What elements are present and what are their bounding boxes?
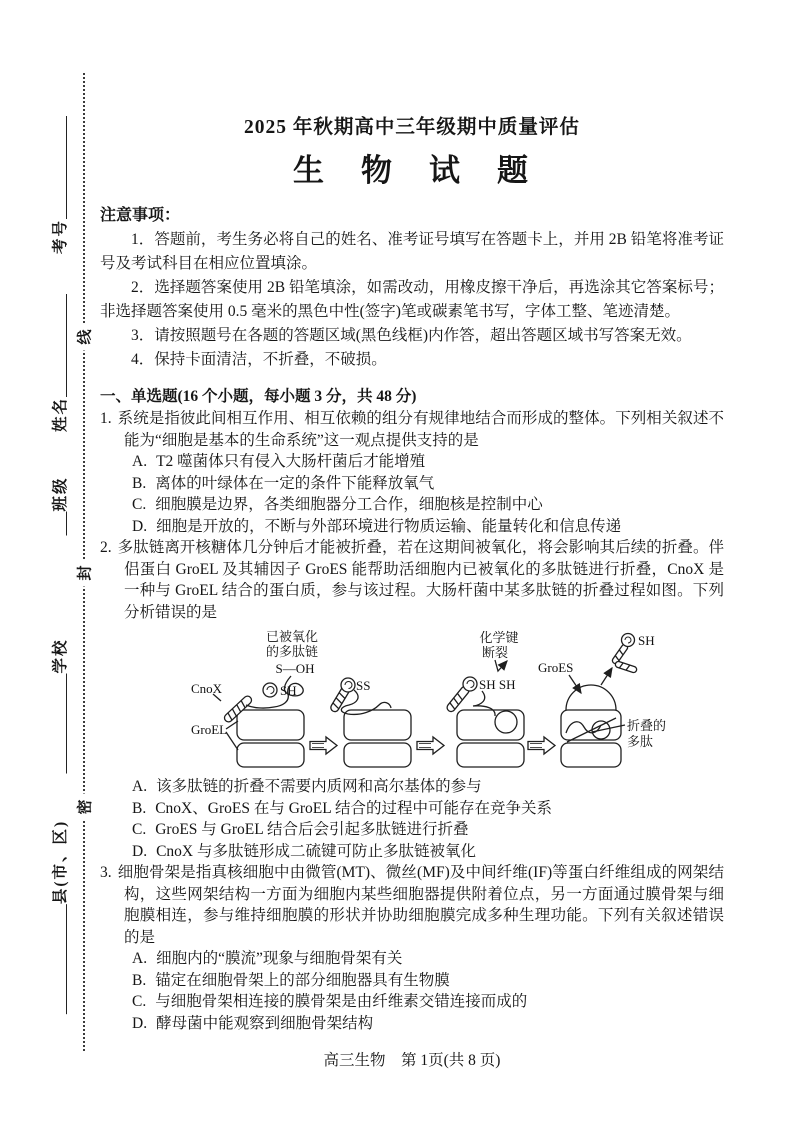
section-heading: 一、单选题(16 个小题，每小题 3 分，共 48 分): [100, 388, 417, 405]
option-text: CnoX 与多肽链形成二硫键可防止多肽链被氧化: [156, 842, 476, 860]
groel-complex-stage1: [237, 710, 304, 767]
thiol-group-released: [622, 634, 635, 647]
notice-item-3: 3．请按照题号在各题的答题区域(黑色线框)内作答，超出答题区域书写答案无效。: [131, 327, 692, 344]
question-2: [100, 537, 724, 862]
question-1: [100, 408, 724, 537]
option-text: 细胞内的“膜流”现象与细胞骨架有关: [156, 950, 403, 967]
page-footer: 高三生物 第 1页(共 8 页): [323, 1052, 501, 1069]
cnox-rod-stage1: [223, 694, 253, 723]
option-key: A.: [132, 453, 148, 470]
option-key: B.: [132, 799, 147, 817]
option-key: B.: [132, 971, 147, 989]
question-3-option-b: [100, 970, 724, 992]
option-key: B.: [132, 474, 147, 492]
question-2-stem: [100, 537, 724, 623]
option-key: D.: [132, 1014, 148, 1032]
question-1-stem: [100, 408, 724, 451]
figure-label-sh-stage1: SH: [280, 683, 297, 698]
step-arrow-1: [310, 737, 337, 754]
cnox-release-arrow: [601, 668, 612, 685]
figure-label-ss: SS: [356, 678, 371, 693]
question-1-option-a: [100, 451, 724, 473]
notice-item-2: 2．选择题答案使用 2B 铅笔填涂，如需改动，用橡皮擦干净后，再选涂其它答案标号；非选择题答案使用 0.5 毫米的黑色中性(签字)笔或碳素笔书写，字体工整、笔迹清楚。: [100, 279, 724, 320]
question-3-option-a: [100, 948, 724, 970]
question-3-option-c: [100, 991, 724, 1013]
figure-label-cnox: CnoX: [191, 681, 223, 696]
option-text: 与细胞骨架相连接的膜骨架是由纤维素交错连接而成的: [155, 993, 528, 1010]
option-key: D.: [132, 517, 148, 535]
paper-content: [100, 0, 724, 1070]
fill-in-line: [66, 116, 67, 219]
figure-label-bond-break-1: 化学键: [479, 630, 519, 645]
option-text: 细胞膜是边界，各类细胞器分工合作，细胞核是控制中心: [155, 496, 543, 513]
question-number: 1.: [100, 410, 112, 427]
option-key: C.: [132, 821, 147, 838]
figure-label-oxidized-2: 的多肽链: [265, 644, 319, 659]
disulfide-group-stage2: [341, 678, 355, 692]
question-stem-text: 系统是指彼此间相互作用、相互依赖的组分有规律地结合而形成的整体。下列相关叙述不能为“细胞是基本的生命系统”这一观点提供支持的是: [117, 410, 724, 449]
thiol-group-stage1: [263, 683, 277, 697]
figure-label-folded-2: 多肽: [627, 734, 654, 749]
question-2-option-a: [100, 776, 724, 798]
figure-label-groes: GroES: [538, 660, 574, 675]
polypeptide-loop-stage3: [495, 711, 517, 733]
figure-label-bond-break-2: 断裂: [481, 645, 509, 660]
option-text: GroES 与 GroEL 结合后会引起多肽链进行折叠: [155, 821, 469, 838]
fill-in-line: [66, 904, 67, 1014]
figure-label-oxidized-1: 已被氧化: [265, 629, 319, 644]
groel-pointer-lines: [226, 721, 238, 750]
figure-label-sh-released: SH: [638, 633, 655, 648]
question-1-option-d: [100, 516, 724, 538]
protein-folding-diagram: [164, 626, 724, 776]
option-text: 细胞是开放的，不断与外部环境进行物质运输、能量转化和信息传递: [156, 517, 622, 535]
figure-label-folded-1: 折叠的: [627, 718, 667, 733]
subject-title: 生 物 试 题: [293, 153, 531, 188]
folded-polypeptide-stage4: [566, 718, 616, 742]
step-arrow-3: [528, 737, 555, 754]
option-text: 离体的叶绿体在一定的条件下能释放氧气: [155, 474, 435, 492]
question-number: 3.: [100, 864, 112, 881]
option-key: A.: [132, 778, 148, 795]
fill-in-line: [66, 512, 67, 536]
fill-in-line: [66, 294, 67, 397]
cnox-released: [611, 643, 637, 673]
exam-session-title: 2025 年秋期高中三年级期中质量评估: [244, 117, 580, 138]
groel-complex-stage2: [344, 710, 411, 767]
option-text: 该多肽链的折叠不需要内质网和高尔基体的参与: [156, 778, 482, 795]
option-text: 锚定在细胞骨架上的部分细胞器具有生物膜: [155, 971, 450, 989]
figure-label-sh-pair: SH SH: [479, 677, 516, 692]
option-text: T2 噬菌体只有侵入大肠杆菌后才能增殖: [156, 453, 426, 470]
groes-dome: [566, 685, 616, 710]
option-text: 酵母菌中能观察到细胞骨架结构: [156, 1014, 374, 1032]
seal-char-feng: 封: [74, 559, 95, 586]
option-key: C.: [132, 496, 147, 513]
polypeptide-stage3: [473, 691, 495, 716]
option-key: C.: [132, 993, 147, 1010]
thiol-group-stage3: [463, 677, 477, 691]
question-2-option-b: [100, 798, 724, 820]
question-1-option-b: [100, 473, 724, 495]
question-number: 2.: [100, 539, 112, 556]
question-3: [100, 862, 724, 1034]
question-2-option-c: [100, 819, 724, 841]
question-stem-text: 细胞骨架是指真核细胞中由微管(MT)、微丝(MF)及中间纤维(IF)等蛋白纤维组成的网架结构，这些网架结构一方面为细胞内某些细胞器提供附着位点，另一方面通过膜骨架与细胞膜相连，参与维持细胞膜的形状并协助细胞膜完成多种生理功能。下列有关叙述错误的是: [117, 864, 724, 946]
option-key: D.: [132, 842, 148, 860]
figure-label-groel: GroEL: [191, 722, 228, 737]
seal-field-label: 姓名: [52, 396, 69, 433]
step-arrow-2: [417, 737, 444, 754]
seal-field-label: 考号: [52, 218, 69, 255]
option-text: CnoX、GroES 在与 GroEL 结合的过程中可能存在竞争关系: [155, 799, 553, 817]
bond-break-arrow: [495, 660, 507, 671]
seal-char-mi: 密: [74, 793, 95, 820]
question-3-stem: [100, 862, 724, 948]
notice-heading: 注意事项：: [100, 207, 181, 224]
question-3-option-d: [100, 1013, 724, 1035]
question-1-option-c: [100, 494, 724, 516]
question-stem-text: 多肽链离开核糖体几分钟后才能被折叠，若在这期间被氧化，将会影响其后续的折叠。伴侣蛋白 GroEL 及其辅因子 GroES 能帮助活细胞内已被氧化的多肽链进行折叠，CnoX 是一种与 GroEL 结合的蛋白质，参与该过程。大肠杆菌中某多肽链的折叠过程如图。下列分析错误的是: [117, 539, 724, 621]
fill-in-line: [66, 674, 67, 774]
notice-item-4: 4．保持卡面清洁，不折叠，不破损。: [131, 351, 387, 368]
seal-char-xian: 线: [74, 323, 95, 350]
option-key: A.: [132, 950, 148, 967]
seal-field-label: 班级: [52, 476, 69, 512]
notice-item-1: 1．答题前，考生务必将自己的姓名、准考证号填写在答题卡上，并用 2B 铅笔将准考证号及考试科目在相应位置填涂。: [100, 231, 724, 272]
seal-field-label: 县(市、区): [52, 819, 69, 905]
question-2-option-d: [100, 841, 724, 863]
figure-label-s-oh: S—OH: [275, 661, 315, 676]
seal-field-label: 学校: [52, 638, 69, 674]
groel-complex-stage3: [457, 710, 524, 767]
